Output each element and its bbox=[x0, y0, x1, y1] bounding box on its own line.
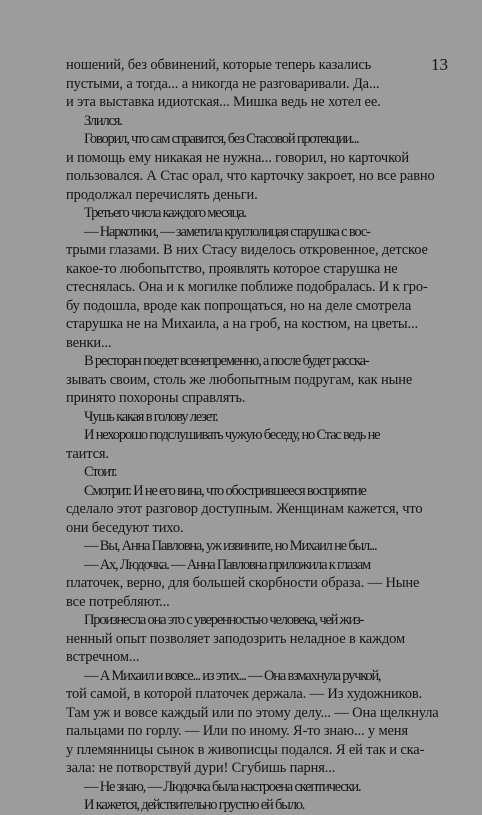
text-line: И кажется, действительно грустно ей было. bbox=[84, 797, 305, 813]
text-line: зала: не потворствуй дури! Сгубишь парня... bbox=[66, 760, 336, 776]
text-line: — А Михаил и вовсе... из этих... — Она взмахнула ручкой, bbox=[84, 667, 381, 684]
text-line: старушка не на Михаила, а на гроб, на костюм, на цветы... bbox=[66, 316, 418, 332]
text-line: Произнесла она это с уверенностью человека, чей жиз- bbox=[84, 612, 364, 628]
text-line: трыми глазами. В них Стасу виделось откровенное, детское bbox=[66, 242, 428, 258]
text-line: встречном... bbox=[66, 649, 140, 665]
text-line: — Вы, Анна Павловна, уж извините, но Михаил не был... bbox=[84, 538, 377, 554]
body-text bbox=[66, 56, 470, 815]
text-line: ненный опыт позволяет заподозрить неладное в каждом bbox=[66, 630, 406, 647]
text-line: Смотрит. И не его вина, что обострившееся восприятие bbox=[84, 482, 366, 499]
text-line: — Наркотики, — заметила круглолицая старушка с вос- bbox=[84, 223, 370, 240]
text-line: продолжал перечислять деньги. bbox=[66, 186, 258, 203]
text-line: и помощь ему никакая не нужна... говорил, но карточкой bbox=[66, 149, 409, 166]
text-line: — Не знаю, — Людочка была настроена скептически. bbox=[84, 778, 361, 795]
text-line: той самой, в которой платочек держала. — Из художников. bbox=[66, 686, 422, 702]
text-line: и эта выставка идиотская... Мишка ведь не хотел ее. bbox=[66, 94, 381, 110]
text-line: стеснялась. Она и к могилке поближе подобралась. И к гро- bbox=[66, 279, 428, 295]
text-line: они беседуют тихо. bbox=[66, 519, 184, 536]
text-line: у племянницы сынок в живописцы подался. Я ей так и ска- bbox=[66, 741, 425, 758]
text-line: пальцами по горлу. — Или по иному. Я-то знаю... у меня bbox=[66, 723, 408, 739]
text-line: пользовался. А Стас орал, что карточку закроет, но все равно bbox=[66, 168, 435, 184]
text-line: Говорил, что сам справится, без Стасовой протекции... bbox=[84, 131, 359, 147]
text-line: сделало этот разговор доступным. Женщинам кажется, что bbox=[66, 501, 423, 517]
text-line: Злился. bbox=[84, 112, 122, 129]
text-line: принято похороны справлять. bbox=[66, 390, 246, 406]
text-line: пустыми, а тогда... а никогда не разговаривали. Да... bbox=[66, 75, 380, 92]
text-line: все потребляют... bbox=[66, 593, 170, 610]
text-line: бу подошла, вроде как попрощаться, но на деле смотрела bbox=[66, 297, 412, 314]
text-line: Чушь какая в голову лезет. bbox=[84, 408, 218, 425]
text-line: ношений, без обвинений, которые теперь казались bbox=[66, 57, 372, 73]
text-line: венки... bbox=[66, 334, 112, 351]
page-number: 13 bbox=[431, 55, 448, 74]
text-line: какое-то любопытство, проявлять которое старушка не bbox=[66, 260, 398, 277]
text-line: зывать своим, столь же любопытным подругам, как ныне bbox=[66, 371, 413, 388]
text-line: таится. bbox=[66, 445, 109, 462]
text-line: Там уж и вовсе каждый или по этому делу... — Она щелкнула bbox=[66, 704, 439, 721]
text-line: В ресторан поедет всенепременно, а после будет расска- bbox=[84, 353, 369, 369]
text-line: Третьего числа каждого месяца. bbox=[84, 205, 246, 221]
text-line: — Ах, Людочка. — Анна Павловна приложила к глазам bbox=[84, 556, 371, 573]
text-line: платочек, верно, для большей скорбности образа. — Ныне bbox=[66, 575, 420, 591]
text-line: Стоит. bbox=[84, 464, 117, 480]
text-line: И нехорошо подслушивать чужую беседу, но Стас ведь не bbox=[84, 427, 380, 443]
